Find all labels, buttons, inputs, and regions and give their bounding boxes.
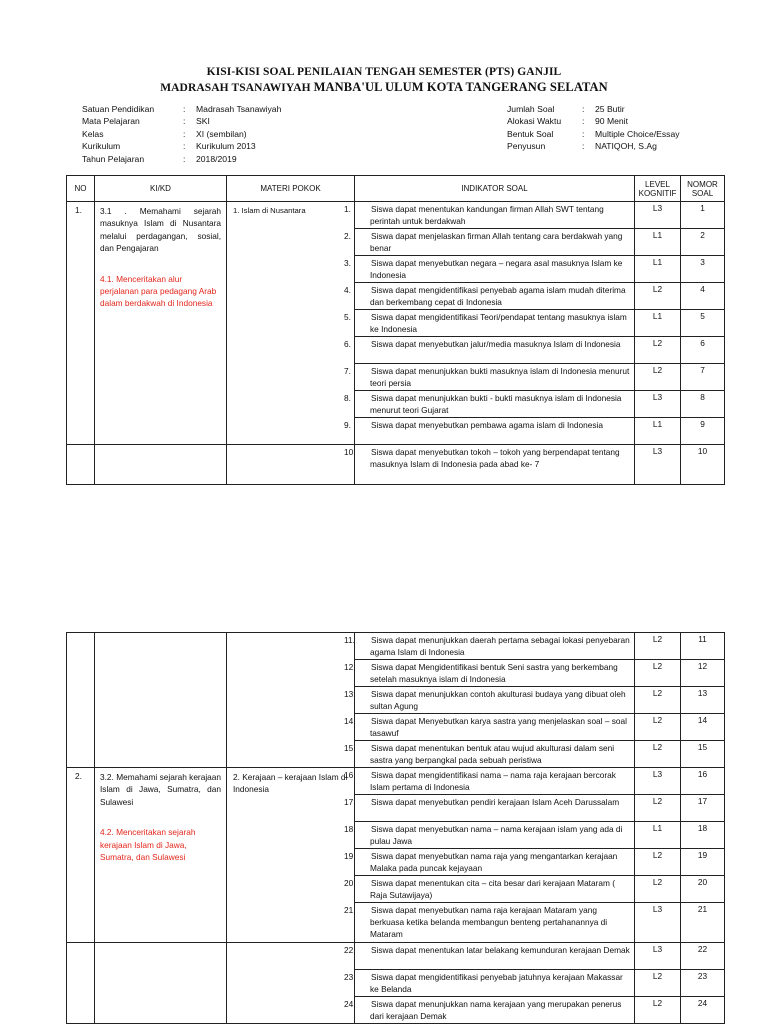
info-value: Kurikulum 2013 <box>196 141 256 152</box>
indicator-text <box>344 796 630 808</box>
info-separator: : <box>183 104 186 114</box>
indicator-number: 21. <box>344 905 356 915</box>
level-cell: L1 <box>635 310 681 337</box>
indicator-text <box>344 338 630 350</box>
table-row <box>67 633 725 660</box>
nomor-cell: 9 <box>681 418 725 445</box>
indicator-sentence: Siswa dapat menentukan kandungan firman Allah SWT tentang perintah untuk berdakwah <box>370 204 604 226</box>
info-value: NATIQOH, S.Ag <box>595 141 657 152</box>
level-cell: L2 <box>635 633 681 660</box>
indicator-cell <box>344 364 635 391</box>
indicator-number: 10. <box>344 447 356 457</box>
indicator-cell <box>344 768 635 795</box>
indicator-cell <box>344 970 635 997</box>
indicator-sentence: Siswa dapat menunjukkan daerah pertama sebagai lokasi penyebaran agama Islam di Indonesia <box>370 635 630 657</box>
indicator-sentence: Siswa dapat Menyebutkan karya sastra yang menjelaskan soal – soal tasawuf <box>370 716 627 738</box>
ki-competence: 3.2. Memahami sejarah kerajaan Islam di Jawa, Sumatra, dan Sulawesi <box>100 772 221 807</box>
level-cell: L2 <box>635 364 681 391</box>
indicator-number: 1. <box>344 204 351 214</box>
table-row <box>67 943 725 970</box>
info-label: Tahun Pelajaran <box>82 153 145 164</box>
header-indikator: INDIKATOR SOAL <box>355 176 635 202</box>
info-separator: : <box>183 153 186 164</box>
indicator-sentence: Siswa dapat Mengidentifikasi bentuk Seni sastra yang berkembang setelah masuknya islam di Indonesia <box>370 662 618 684</box>
nomor-cell: 1 <box>681 202 725 229</box>
ki-competence: 3.1 . Memahami sejarah masuknya Islam di Nusantara melalui perdagangan, sosial, dan Pengajaran <box>100 206 221 254</box>
info-label: Jumlah Soal <box>507 104 555 114</box>
level-cell: L2 <box>635 714 681 741</box>
indicator-cell <box>344 391 635 418</box>
indicator-cell <box>344 418 635 445</box>
indicator-text <box>344 311 630 335</box>
header-materi: MATERI POKOK <box>227 176 355 202</box>
nomor-cell: 12 <box>681 660 725 687</box>
nomor-cell: 5 <box>681 310 725 337</box>
nomor-cell: 6 <box>681 337 725 364</box>
kd-competence: 4.2. Menceritakan sejarah kerajaan Islam di Jawa, Sumatra, dan Sulawesi <box>100 827 196 863</box>
indicator-sentence: Siswa dapat menyebutkan pembawa agama islam di Indonesia <box>371 420 603 430</box>
empty-kikd <box>95 445 227 485</box>
indicator-text <box>344 688 630 712</box>
level-cell: L2 <box>635 687 681 714</box>
indicator-number: 13. <box>344 689 356 699</box>
info-value: 90 Menit <box>595 116 628 127</box>
level-cell: L2 <box>635 337 681 364</box>
indicator-cell <box>344 714 635 741</box>
indicator-number: 15. <box>344 743 356 753</box>
level-cell: L2 <box>635 660 681 687</box>
indicator-text <box>344 823 630 847</box>
indicator-text <box>344 419 630 431</box>
spacer <box>100 808 221 826</box>
table-row <box>67 445 725 485</box>
kikd-cell <box>95 202 227 445</box>
indicator-text <box>344 284 630 308</box>
indicator-sentence: Siswa dapat menyebutkan negara – negara asal masuknya Islam ke Indonesia <box>370 258 623 280</box>
level-cell: L2 <box>635 741 681 768</box>
level-cell: L3 <box>635 391 681 418</box>
indicator-text <box>344 392 630 416</box>
info-label: Mata Pelajaran <box>82 116 140 127</box>
indicator-sentence: Siswa dapat menentukan cita – cita besar dari kerajaan Mataram ( Raja Sutawijaya) <box>370 878 615 900</box>
indicator-cell <box>344 876 635 903</box>
header-no: NO <box>67 176 95 202</box>
indicator-text <box>344 230 630 254</box>
indicator-number: 9. <box>344 420 351 430</box>
nomor-cell: 11 <box>681 633 725 660</box>
empty-no <box>67 633 95 768</box>
nomor-cell: 8 <box>681 391 725 418</box>
indicator-cell <box>344 445 635 485</box>
nomor-cell: 13 <box>681 687 725 714</box>
level-cell: L3 <box>635 943 681 970</box>
indicator-cell <box>344 633 635 660</box>
nomor-cell: 4 <box>681 283 725 310</box>
subtitle-part-2: MANBA'UL ULUM KOTA TANGERANG SELATAN <box>313 80 608 94</box>
indicator-cell <box>344 822 635 849</box>
nomor-cell: 7 <box>681 364 725 391</box>
indicator-number: 7. <box>344 366 351 376</box>
kd-competence: 4.1. Menceritakan alur perjalanan para pedagang Arab dalam berdakwah di Indonesia <box>100 273 217 309</box>
indicator-sentence: Siswa dapat mengidentifikasi penyebab agama islam mudah diterima dan berkembang cepat di Indonesia <box>370 285 626 307</box>
indicator-text <box>344 971 630 995</box>
info-value: 2018/2019 <box>196 153 237 164</box>
indicator-number: 20. <box>344 878 356 888</box>
subtitle-part-1: MADRASAH TSANAWIYAH <box>160 82 314 94</box>
indicator-sentence: Siswa dapat mengidentifikasi penyebab jatuhnya kerajaan Makassar ke Belanda <box>370 972 623 994</box>
level-cell: L1 <box>635 256 681 283</box>
indicator-number: 18. <box>344 824 356 834</box>
indicator-sentence: Siswa dapat menentukan latar belakang kemunduran kerajaan Demak <box>371 945 630 955</box>
row-number: 2. <box>67 768 95 943</box>
indicator-cell <box>344 202 635 229</box>
info-label: Kelas <box>82 128 104 139</box>
info-label: Satuan Pendidikan <box>82 104 155 114</box>
kisi-table-1 <box>66 175 725 485</box>
indicator-text <box>344 634 630 658</box>
indicator-text <box>344 446 630 470</box>
empty-materi <box>227 445 355 485</box>
empty-kikd <box>95 943 227 1024</box>
nomor-cell: 2 <box>681 229 725 256</box>
spacer <box>100 255 221 273</box>
info-separator: : <box>183 141 186 152</box>
indicator-number: 14. <box>344 716 356 726</box>
indicator-sentence: Siswa dapat menunjukkan bukti masuknya islam di Indonesia menurut teori persia <box>370 366 630 388</box>
indicator-sentence: Siswa dapat menyebutkan nama – nama kerajaan islam yang ada di pulau Jawa <box>370 824 623 846</box>
info-value: 25 Butir <box>595 104 625 114</box>
nomor-cell: 14 <box>681 714 725 741</box>
info-separator: : <box>183 116 186 127</box>
indicator-number: 19. <box>344 851 356 861</box>
indicator-sentence: Siswa dapat menunjukkan contoh akulturasi budaya yang dibuat oleh sultan Agung <box>370 689 626 711</box>
nomor-cell: 23 <box>681 970 725 997</box>
level-cell: L3 <box>635 445 681 485</box>
info-label: Penyusun <box>507 141 546 152</box>
indicator-cell <box>344 256 635 283</box>
empty-kikd <box>95 633 227 768</box>
info-value: XI (sembilan) <box>196 128 247 139</box>
indicator-cell <box>344 997 635 1024</box>
indicator-sentence: Siswa dapat menyebutkan nama raja kerajaan Mataram yang berkuasa ketika belanda membangun benteng pertahanannya di Mataram <box>370 905 608 939</box>
nomor-cell: 3 <box>681 256 725 283</box>
header-kikd: KI/KD <box>95 176 227 202</box>
indicator-number: 11. <box>344 635 355 645</box>
indicator-number: 12. <box>344 662 356 672</box>
nomor-cell: 15 <box>681 741 725 768</box>
indicator-cell <box>344 283 635 310</box>
indicator-number: 16. <box>344 770 356 780</box>
level-cell: L3 <box>635 903 681 943</box>
indicator-number: 22. <box>344 945 356 955</box>
info-value: SKI <box>196 116 210 127</box>
level-cell: L3 <box>635 768 681 795</box>
indicator-text <box>344 904 630 940</box>
row-number: 1. <box>67 202 95 445</box>
indicator-sentence: Siswa dapat menyebutkan jalur/media masuknya Islam di Indonesia <box>371 339 621 349</box>
nomor-cell: 17 <box>681 795 725 822</box>
indicator-cell <box>344 943 635 970</box>
level-cell: L1 <box>635 822 681 849</box>
indicator-sentence: Siswa dapat menunjukkan nama kerajaan yang merupakan penerus dari kerajaan Demak <box>370 999 622 1021</box>
indicator-sentence: Siswa dapat menunjukkan bukti - bukti masuknya islam di Indonesia menurut teori Gujarat <box>370 393 622 415</box>
level-cell: L1 <box>635 418 681 445</box>
info-separator: : <box>582 128 585 139</box>
indicator-number: 17. <box>344 797 356 807</box>
level-cell: L2 <box>635 283 681 310</box>
info-label: Kurikulum <box>82 141 121 152</box>
indicator-cell <box>344 687 635 714</box>
materi-cell: 2. Kerajaan – kerajaan Islam di Indonesia <box>227 768 355 943</box>
info-value: Madrasah Tsanawiyah <box>196 104 282 114</box>
indicator-text <box>344 203 630 227</box>
nomor-cell: 21 <box>681 903 725 943</box>
indicator-text <box>344 998 630 1022</box>
info-separator: : <box>582 141 585 152</box>
indicator-cell <box>344 310 635 337</box>
indicator-number: 4. <box>344 285 351 295</box>
indicator-number: 8. <box>344 393 351 403</box>
indicator-text <box>344 850 630 874</box>
materi-cell: 1. Islam di Nusantara <box>227 202 355 445</box>
info-label: Alokasi Waktu <box>507 116 562 127</box>
kikd-cell <box>95 768 227 943</box>
kisi-table-2 <box>66 632 725 1024</box>
nomor-cell: 16 <box>681 768 725 795</box>
nomor-cell: 10 <box>681 445 725 485</box>
indicator-text <box>344 742 630 766</box>
indicator-number: 23. <box>344 972 356 982</box>
info-label: Bentuk Soal <box>507 128 554 139</box>
nomor-cell: 19 <box>681 849 725 876</box>
indicator-number: 2. <box>344 231 351 241</box>
table-row <box>67 202 725 229</box>
nomor-cell: 18 <box>681 822 725 849</box>
nomor-cell: 24 <box>681 997 725 1024</box>
empty-no <box>67 445 95 485</box>
table-row <box>67 768 725 795</box>
indicator-cell <box>344 903 635 943</box>
indicator-sentence: Siswa dapat menyebutkan tokoh – tokoh yang berpendapat tentang masuknya Islam di Indonesia pada abad ke- 7 <box>370 447 620 469</box>
level-cell: L2 <box>635 876 681 903</box>
info-value: Multiple Choice/Essay <box>595 128 680 139</box>
empty-materi <box>227 943 355 1024</box>
indicator-text <box>344 257 630 281</box>
indicator-text <box>344 661 630 685</box>
indicator-text <box>344 715 630 739</box>
level-cell: L2 <box>635 849 681 876</box>
level-cell: L2 <box>635 997 681 1024</box>
indicator-cell <box>344 660 635 687</box>
nomor-cell: 20 <box>681 876 725 903</box>
document-title: KISI-KISI SOAL PENILAIAN TENGAH SEMESTER (PTS) GANJIL <box>206 66 562 78</box>
level-cell: L3 <box>635 202 681 229</box>
indicator-sentence: Siswa dapat mengidentifikasi nama – nama raja kerajaan bercorak Islam pertama di Indonesia <box>370 770 616 792</box>
level-cell: L2 <box>635 795 681 822</box>
indicator-number: 3. <box>344 258 351 268</box>
indicator-text <box>344 944 630 956</box>
empty-materi <box>227 633 355 768</box>
empty-no <box>67 943 95 1024</box>
indicator-cell <box>344 229 635 256</box>
indicator-sentence: Siswa dapat menyebutkan pendiri kerajaan Islam Aceh Darussalam <box>371 797 620 807</box>
indicator-cell <box>344 795 635 822</box>
info-separator: : <box>582 104 585 114</box>
level-cell: L2 <box>635 970 681 997</box>
indicator-text <box>344 365 630 389</box>
indicator-number: 5. <box>344 312 351 322</box>
level-cell: L1 <box>635 229 681 256</box>
indicator-number: 24. <box>344 999 356 1009</box>
indicator-text <box>344 877 630 901</box>
document-subtitle <box>0 80 768 95</box>
indicator-number: 6. <box>344 339 351 349</box>
indicator-sentence: Siswa dapat menjelaskan firman Allah tentang cara berdakwah yang benar <box>370 231 623 253</box>
indicator-sentence: Siswa dapat menentukan bentuk atau wujud akulturasi dalam seni sastra yang berpangkal pada sebuah peristiwa <box>370 743 615 765</box>
indicator-text <box>344 769 630 793</box>
indicator-cell <box>344 849 635 876</box>
indicator-cell <box>344 337 635 364</box>
header-level: LEVEL KOGNITIF <box>635 176 681 202</box>
indicator-cell <box>344 741 635 768</box>
info-separator: : <box>183 128 186 139</box>
info-separator: : <box>582 116 585 127</box>
indicator-sentence: Siswa dapat menyebutkan nama raja yang mengantarkan kerajaan Malaka pada puncak kejayaan <box>370 851 618 873</box>
nomor-cell: 22 <box>681 943 725 970</box>
indicator-sentence: Siswa dapat mengidentifikasi Teori/pendapat tentang masuknya islam ke Indonesia <box>370 312 627 334</box>
header-nomor: NOMOR SOAL <box>681 176 725 202</box>
